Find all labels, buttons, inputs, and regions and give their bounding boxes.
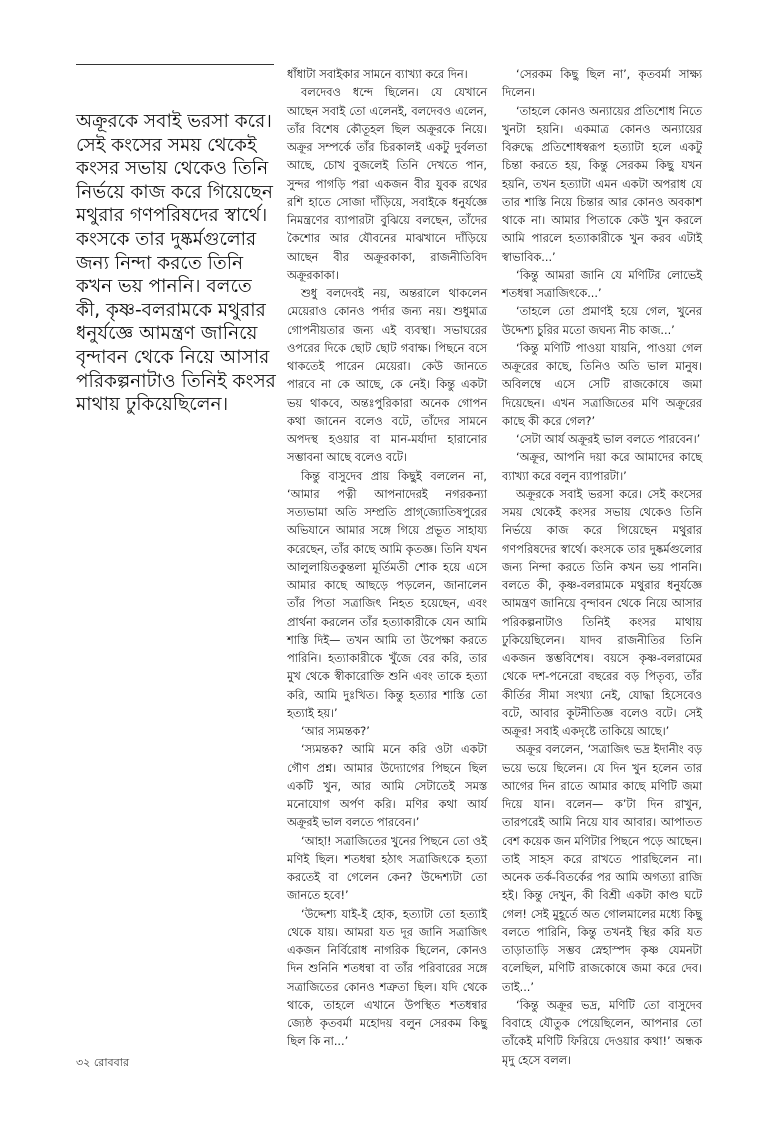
paragraph: কিন্তু বাসুদেব প্রায় কিছুই বললেন না, ‘আমার পত্নী আপনাদেরই নগরকন্যা সত্যভামা অতি সম্প্রতি প্রাগ্‌জ্যোতিষপুরের অভিযানে আমার সঙ্গে গিয়ে প্রভূত সাহায্য করেছেন, তাঁর কাছে আমি কৃতজ্ঞ। তিনি যখন আলুলায়িতকুন্তলা মূর্তিমতী শোক হয়ে এসে আমার কাছে আছড়ে পড়লেন, জানালেন তাঁর পিতা সত্রাজিৎ নিহত হয়েছেন, এবং প্রার্থনা করলেন তাঁর হত্যাকারীকে যেন আমি শাস্তি দিই— তখন আমি তা উপেক্ষা করতে পারিনি। হত্যাকারীকে খুঁজে বের করি, তার মুখ থেকে স্বীকারোক্তি শুনি এবং তাকে হত্যা করি, আমি দুঃখিত। কিন্তু হত্যার শাস্তি তো হত্যাই হয়।’ — [287, 469, 487, 720]
paragraph: ‘আহা! সত্রাজিতের খুনের পিছনে তো ওই মণিই ছিল। শতধন্বা হঠাৎ সত্রাজিৎকে হত্যা করতেই বা গেলেন কেন? উদ্দেশ্যটা তো জানতে হবে!’ — [287, 834, 487, 903]
paragraph: ‘কিন্তু অক্রূর ভদ্র, মণিটি তো বাসুদেব বিবাহে যৌতুক পেয়েছিলেন, আপনার তো তাঁকেই মণিটি ফিরিয়ে দেওয়ার কথা!’ অন্ধক মৃদু হেসে বলল। — [502, 998, 702, 1067]
paragraph: ‘উদ্দেশ্য যাই-ই হোক, হত্যাটা তো হত্যাই থেকে যায়। আমরা যত দূর জানি সত্রাজিৎ একজন নির্বিরোধ নাগরিক ছিলেন, কোনও দিন শুনিনি শতধন্বা বা তাঁর পরিবারের সঙ্গে সত্রাজিতের কোনও শত্রুতা ছিল। যদি থেকে থাকে, তাহলে এখানে উপস্থিত শতধন্বার জ্যেষ্ঠ কৃতবর্মা মহোদয় বলুন সেরকম কিছু ছিল কি না...’ — [287, 907, 487, 1049]
paragraph: অক্রূরকে সবাই ভরসা করে। সেই কংসের সময় থেকেই কংসর সভায় থেকেও তিনি নির্ভয়ে কাজ করে গিয়েছেন মথুরার গণপরিষদের স্বার্থে। কংসকে তার দুষ্কর্মগুলোর জন্য নিন্দা করতে তিনি কখন ভয় পাননি। বলতে কী, কৃষ্ণ-বলরামকে মথুরার ধনুর্যজ্ঞে আমন্ত্রণ জানিয়ে বৃন্দাবন থেকে নিয়ে আসার পরিকল্পনাটাও তিনিই কংসর মাথায় ঢুকিয়েছিলেন। যাদব রাজনীতির তিনি একজন স্তম্ভবিশেষ। বয়সে কৃষ্ণ-বলরামের থেকে দশ-পনেরো বছরের বড় পিতৃব্য, তাঁর কীর্তির সীমা সংখ্যা নেই, যোদ্ধা হিসেবেও বটে, আবার কূটনীতিজ্ঞ বলেও বটে। সেই অক্রূর! সবাই একদৃষ্টে তাকিয়ে আছে।’ — [502, 487, 702, 738]
text-column-2 — [502, 66, 702, 1070]
paragraph: ‘তাহলে কোনও অন্যায়ের প্রতিশোধ নিতে খুনটা হয়নি। একমাত্র কোনও অন্যায়ের বিরুদ্ধে প্রতিশোধস্বরূপ হত্যাটা হলে একটু চিন্তা করতে হয়, কিন্তু সেরকম কিছু যখন হয়নি, তখন হত্যাটা এমন একটা অপরাধ যে তার শাস্তি নিয়ে চিন্তার আর কোনও অবকাশ থাকে না। আমার পিতাকে কেউ খুন করলে আমি পারলে হত্যাকারীকে খুন করব এটাই স্বাভাবিক...’ — [502, 104, 702, 264]
paragraph: ‘সেটা আর্য অক্রূরই ভাল বলতে পারবেন।’ — [516, 433, 701, 446]
paragraph: শুধু বলদেবই নয়, অন্তরালে থাকলেন মেয়েরাও কোনও পর্দার জন্য নয়। শুধুমাত্র গোপনীয়তার জন্য এই ব্যবস্থা। সভাঘরের ওপরের দিকে ছোট ছোট গবাক্ষ। পিছনে বসে থাকতেই পারেন মেয়েরা। কেউ জানতে পারবে না কে আছে, কে নেই। কিন্তু একটা ভয় থাকবে, অন্তঃপুরিকারা অনেক গোপন কথা জানেন বলেও বটে, তাঁদের সামনে অপদস্থ হওয়ার বা মান-মর্যাদা হারানোর সম্ভাবনা আছে বলেও বটে। — [287, 287, 487, 465]
paragraph: ধাঁধাটা সবাইকার সামনে ব্যাখ্যা করে দিন। — [287, 68, 468, 81]
paragraph: ‘সেরকম কিছু ছিল না’, কৃতবর্মা সাক্ষ্য দিলেন। — [502, 68, 702, 100]
paragraph: ‘অক্রূর, আপনি দয়া করে আমাদের কাছে ব্যাখ্যা করে বলুন ব্যাপারটা।’ — [502, 451, 702, 483]
top-rule — [76, 64, 274, 65]
paragraph: ‘কিন্তু মণিটি পাওয়া যায়নি, পাওয়া গেল অক্রূরের কাছে, তিনিও অতি ভাল মানুষ। অবিলম্বে এসে সেটি রাজকোষে জমা দিয়েছেন। এখন সত্রাজিতের মণি অক্রূরের কাছে কী করে গেল?’ — [502, 341, 702, 428]
magazine-name: রোববার — [93, 1056, 130, 1069]
pull-quote — [76, 110, 276, 417]
paragraph: ‘কিন্তু আমরা জানি যে মণিটির লোভেই শতধন্বা সত্রাজিৎকে...’ — [502, 268, 702, 300]
page-number: ৩২ — [76, 1056, 91, 1069]
page-footer — [76, 1054, 129, 1073]
paragraph: ‘তাহলে তো প্রমাণই হয়ে গেল, খুনের উদ্দেশ্য চুরির মতো জঘন্য নীচ কাজ...’ — [502, 305, 702, 337]
paragraph: ‘স্যমন্তক? আমি মনে করি ওটা একটা গৌণ প্রশ্ন। আমার উদ্যোগের পিছনে ছিল একটি খুন, আর আমি সেটাতেই সমস্ত মনোযোগ অর্পণ করি। মণির কথা আর্য অক্রূরই ভাল বলতে পারবেন।’ — [287, 743, 487, 830]
paragraph: বলদেবও ধন্দে ছিলেন। যে যেখানে আছেন সবাই তো এলেনই, বলদেবও এলেন, তাঁর বিশেষ কৌতূহল ছিল অক্রূরকে নিয়ে। অক্রূর সম্পর্কে তাঁর চিরকালই একটু দুর্বলতা আছে, চোখ বুজলেই তিনি দেখতে পান, সুন্দর পাগড়ি পরা একজন বীর যুবক রথের রশি হাতে সোজা দাঁড়িয়ে, সবাইকে ধনুর্যজ্ঞে নিমন্ত্রণের ব্যাপারটা বুঝিয়ে বলছেন, তাঁদের কৈশোর আর যৌবনের মাঝখানে দাঁড়িয়ে আছেন বীর অক্রূরকাকা, রাজনীতিবিদ অক্রূরকাকা। — [287, 86, 487, 282]
text-column-1 — [287, 66, 487, 1052]
paragraph: অক্রূর বললেন, ‘সত্রাজিৎ ভদ্র ইদানীং বড় ভয়ে ভয়ে ছিলেন। যে দিন খুন হলেন তার আগের দিন রাতে আমার কাছে মণিটি জমা দিয়ে যান। বলেন— ক’টা দিন রাখুন, তারপরেই আমি নিয়ে যাব আবার। আপাতত বেশ কয়েক জন মণিটার পিছনে পড়ে আছেন। তাই সাহস করে রাখতে পারছিলেন না। অনেক তর্ক-বিতর্কের পর আমি অগত্যা রাজি হই। কিন্তু দেখুন, কী বিশ্রী একটা কাণ্ড ঘটে গেল! সেই মুহূর্তে অত গোলমালের মধ্যে কিছু বলতে পারিনি, কিন্তু তখনই স্থির করি যত তাড়াতাড়ি সম্ভব স্নেহাস্পদ কৃষ্ণ যেমনটা বলেছিল, মণিটি রাজকোষে জমা করে দেব। তাই...’ — [502, 743, 702, 994]
paragraph: ‘আর স্যমন্তক?’ — [301, 725, 370, 738]
pull-quote-text: অক্রূরকে সবাই ভরসা করে। সেই কংসের সময় থেকেই কংসর সভায় থেকেও তিনি নির্ভয়ে কাজ করে গিয়েছেন মথুরার গণপরিষদের স্বার্থে। কংসকে তার দুষ্কর্মগুলোর জন্য নিন্দা করতে তিনি কখন ভয় পাননি। বলতে কী, কৃষ্ণ-বলরামকে মথুরার ধনুর্যজ্ঞে আমন্ত্রণ জানিয়ে বৃন্দাবন থেকে নিয়ে আসার পরিকল্পনাটাও তিনিই কংসর মাথায় ঢুকিয়েছিলেন। — [76, 111, 276, 416]
